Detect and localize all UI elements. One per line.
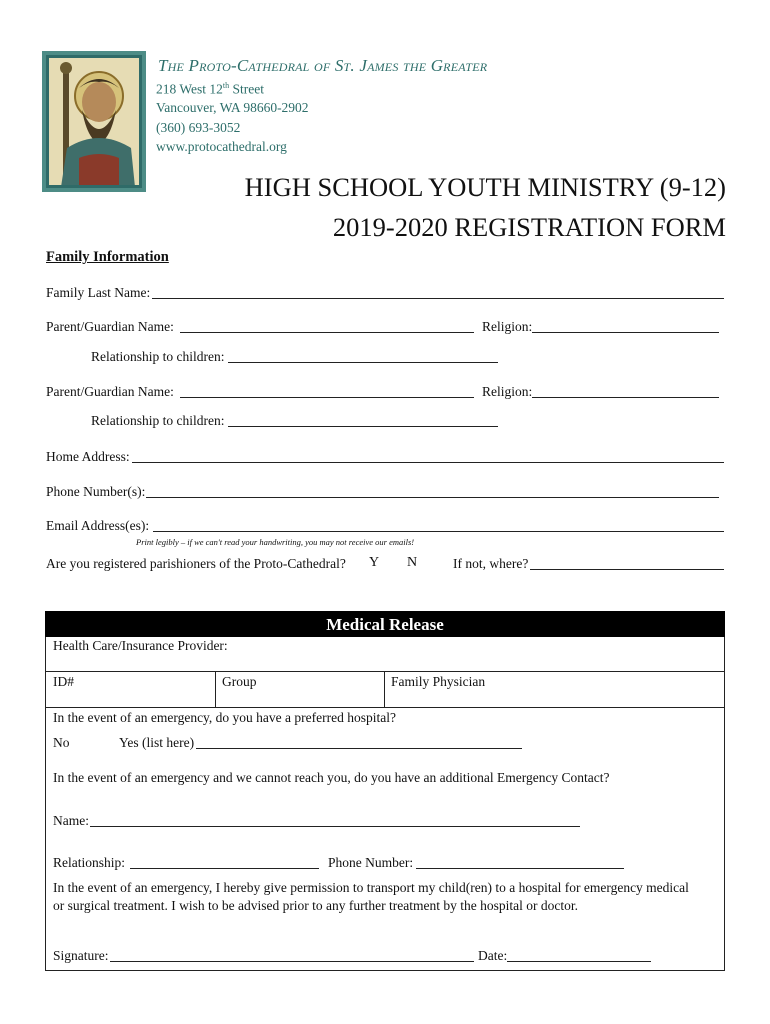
permission-text-line2: or surgical treatment. I wish to be advised prior to any further treatment by the hospital or doctor.	[53, 898, 578, 913]
family-info-heading: Family Information	[46, 249, 169, 265]
family-physician-label: Family Physician	[391, 674, 486, 689]
contact-name-label: Name:	[53, 813, 89, 828]
signature-label: Signature:	[53, 948, 109, 963]
parent1-name-label: Parent/Guardian Name:	[46, 319, 174, 334]
divider	[45, 707, 725, 708]
group-label: Group	[222, 674, 257, 689]
saint-james-icon	[46, 55, 142, 188]
street-address-text: 218 West 12	[156, 81, 223, 97]
contact-phone-label: Phone Number:	[328, 855, 414, 870]
divider	[215, 671, 216, 707]
permission-text-line1: In the event of an emergency, I hereby give permission to transport my child(ren) to a hospital for emergency medical	[53, 880, 689, 895]
date-field[interactable]	[507, 961, 651, 962]
contact-name-field[interactable]	[90, 826, 580, 827]
medical-release-box	[45, 611, 725, 971]
signature-field[interactable]	[110, 961, 474, 962]
parent2-name-label: Parent/Guardian Name:	[46, 384, 174, 399]
religion1-field[interactable]	[532, 332, 719, 333]
print-legibly-note: Print legibly – if we can't read your handwriting, you may not receive our emails!	[136, 537, 415, 547]
email-field[interactable]	[153, 531, 724, 532]
relationship1-label: Relationship to children:	[91, 349, 225, 364]
parishioner-yes-option[interactable]: Y	[369, 555, 380, 570]
parishioner-question: Are you registered parishioners of the Proto-Cathedral?	[46, 556, 346, 571]
hospital-yes-option[interactable]: Yes (list here)	[119, 735, 195, 750]
street-address-sup: th	[222, 81, 230, 90]
divider	[384, 671, 385, 707]
preferred-hospital-question: In the event of an emergency, do you have a preferred hospital?	[53, 710, 396, 725]
contact-relationship-label: Relationship:	[53, 855, 125, 870]
date-label: Date:	[478, 948, 508, 963]
phone-number: (360) 693-3052	[156, 120, 241, 135]
website-link[interactable]: www.protocathedral.org	[156, 139, 287, 154]
id-number-label: ID#	[53, 674, 74, 689]
form-subtitle: 2019-2020 REGISTRATION FORM	[332, 212, 726, 242]
emergency-contact-question: In the event of an emergency and we cannot reach you, do you have an additional Emergency Contact?	[53, 770, 610, 785]
religion2-field[interactable]	[532, 397, 719, 398]
relationship1-field[interactable]	[228, 362, 498, 363]
phone-numbers-label: Phone Number(s):	[46, 484, 146, 499]
home-address-label: Home Address:	[46, 449, 130, 464]
religion1-label: Religion:	[482, 319, 533, 334]
contact-phone-field[interactable]	[416, 868, 624, 869]
relationship2-label: Relationship to children:	[91, 413, 225, 428]
religion2-label: Religion:	[482, 384, 533, 399]
insurance-provider-label: Health Care/Insurance Provider:	[53, 638, 228, 653]
if-not-where-label: If not, where?	[453, 556, 529, 571]
home-address-field[interactable]	[132, 462, 724, 463]
parishioner-no-option[interactable]: N	[407, 555, 418, 570]
preferred-hospital-field[interactable]	[196, 748, 522, 749]
hospital-no-option[interactable]: No	[53, 735, 70, 750]
parent1-name-field[interactable]	[180, 332, 474, 333]
medical-release-heading: Medical Release	[45, 611, 725, 637]
family-last-name-field[interactable]	[152, 298, 724, 299]
street-address	[156, 81, 264, 98]
phone-numbers-field[interactable]	[146, 497, 719, 498]
form-title: HIGH SCHOOL YOUTH MINISTRY (9-12)	[244, 172, 726, 202]
cathedral-logo	[42, 51, 146, 192]
relationship2-field[interactable]	[228, 426, 498, 427]
contact-relationship-field[interactable]	[130, 868, 319, 869]
parent2-name-field[interactable]	[180, 397, 474, 398]
email-label: Email Address(es):	[46, 518, 150, 533]
divider	[45, 671, 725, 672]
city-address: Vancouver, WA 98660-2902	[156, 100, 309, 115]
organization-name: The Proto-Cathedral of St. James the Greater	[158, 56, 488, 75]
street-address-suffix: Street	[229, 81, 265, 97]
if-not-where-field[interactable]	[530, 569, 724, 570]
family-last-name-label: Family Last Name:	[46, 285, 151, 300]
